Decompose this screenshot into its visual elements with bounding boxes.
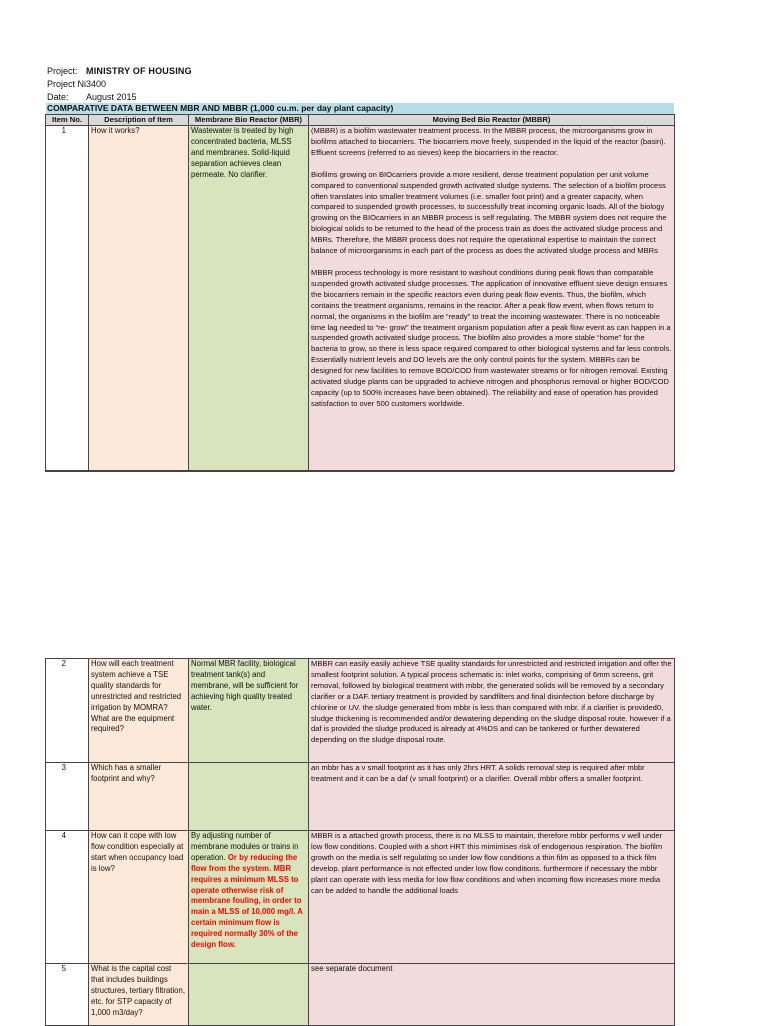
mbr-cell: [189, 831, 309, 964]
col-header-mbbr: Moving Bed Bio Reactor (MBBR): [309, 115, 675, 126]
date-line: [47, 92, 137, 103]
col-header-item-no: Item No.: [46, 115, 89, 126]
item-description: How it works?: [89, 126, 189, 471]
mbr-cell: [189, 964, 309, 1026]
date-label: Date:: [47, 92, 69, 102]
mbr-cell: Normal MBR facility, biological treatment tank(s) and membrane, will be sufficient for achieving high quality treated water.: [189, 659, 309, 763]
mbbr-cell: MBBR can easily easily achieve TSE quality standards for unrestricted and restricted irrigation and offer the smallest footprint solution. A typical process schematic is: inlet works, comprising of 6mm screens, grit removal, followed by biological treatment with mbbr, the generated solids will be removed by a secondary clarifier or a DAF. tertiary treatment is provided by sandfilters and final disinfection before discharge by chlorine or UV. the sludge generated from mbbr is less than compared with mbr. if a clarifier is provided0, sludge thickening is recommended and/or dewatering depending on the sludge disposal route. however if a daf is provided the sludge produced is already at 4%DS and can be tankered or further dewatered depending on the sludge disposal route.: [309, 659, 675, 763]
project-number: Project Ni3400: [47, 79, 107, 89]
item-description: What is the capital cost that includes buildings structures, tertiary filtration, etc. for STP capacity of 1,000 m3/day?: [89, 964, 189, 1026]
date-value: August 2015: [86, 92, 137, 102]
mbr-cell: [189, 763, 309, 831]
col-header-mbr: Membrane Bio Reactor (MBR): [189, 115, 309, 126]
table-row: [46, 659, 675, 763]
mbbr-cell: an mbbr has a v small footprint as it has only 2hrs HRT. A solids removal step is required after mbbr treatment and it can be a daf (v small footprint) or a clarifier. Overall mbbr offers a smaller footprint.: [309, 763, 675, 831]
item-number: 4: [46, 831, 89, 964]
col-header-description: Description of Item: [89, 115, 189, 126]
project-line: [47, 66, 192, 77]
table-title: COMPARATIVE DATA BETWEEN MBR AND MBBR (1,000 cu.m. per day plant capacity): [46, 103, 674, 114]
project-label: Project:: [47, 66, 78, 76]
mbr-cell: Wastewater is treated by high concentrated bacteria, MLSS and membranes. Solid-liquid separation achieves clean permeate. No clarifier.: [189, 126, 309, 471]
section-bottom-rule: [45, 471, 674, 472]
mbbr-cell: MBBR is a attached growth process, there is no MLSS to maintain, therefore mbbr performs v well under low flow conditions. Coupled with a short HRT this mimimises risk of endogenous respiration. The biofilm growth on the media is self regulating so under low flow conditions a thin film as opposed to a thick film develop. plant performance is not effected under low flow conditions. furthermore if necessary the mbbr plant can operate with less media for low flow conditions and when incoming flow increases more media can be added to handle the additional loads: [309, 831, 675, 964]
table-row: [46, 831, 675, 964]
project-value: MINISTRY OF HOUSING: [86, 66, 192, 76]
item-number: 5: [46, 964, 89, 1026]
item-number: 1: [46, 126, 89, 471]
item-number: 3: [46, 763, 89, 831]
mbbr-cell: see separate document: [309, 964, 675, 1026]
mbbr-paragraph: Biofilms growing on BIOcarriers provide a more resilient, dense treatment population per unit volume compared to conventional suspended growth activated sludge systems. The selection of a biofilm process often translates into smaller treatment volumes (i.e. smaller foot print) and a greater capacity, when compared to suspended growth processes, to successfully treat incoming organic loads. All of the biology growing on the BIOcarriers in an MBBR process is self regulating. The MBBR system does not require the biological solids to be returned to the head of the process train as does the activated sludge process and MBRs. Therefore, the MBBR process does not require the operational expertise to maintain the correct balance of microorganisms in each part of the process as does the activated sludge process and MBRs: [311, 169, 667, 256]
mbr-text: By adjusting number of membrane modules or trains in operation.: [191, 831, 299, 862]
comparison-table-part-2: [45, 658, 675, 1026]
mbr-warning-text: Or by reducing the flow from the system. MBR requires a minimum MLSS to operate otherwise risk of membrane fouling, in order to main a MLSS of 10,000 mg/l. A certain minimum flow is required normally 30% of the design flow.: [191, 852, 303, 950]
table-row: [46, 964, 675, 1026]
mbbr-cell: [309, 126, 675, 471]
item-description: How will each treatment system achieve a TSE quality standards for unrestricted and restricted irrigation by MOMRA? What are the equipment required?: [89, 659, 189, 763]
mbbr-paragraph: (MBBR) is a biofilm wastewater treatment process. In the MBBR process, the microorganisms grow in biofilms attached to biocarriers. The biocarriers move freely, suspended in the liquid of the reactor (basin). Effluent screens (referred to as sieves) keep the biocarriers in the reactor.: [311, 126, 666, 157]
item-description: How can it cope with low flow condition especially at start when occupancy load is low?: [89, 831, 189, 964]
table-row: [46, 126, 675, 471]
item-number: 2: [46, 659, 89, 763]
comparison-table-part-1: [45, 114, 675, 471]
header-row: [46, 115, 675, 126]
mbbr-paragraph: MBBR process technology is more resistant to washout conditions during peak flows than comparable suspended growth activated sludge processes. The application of innovative effluent sieve design ensures the biocarriers remain in the specific reactors even during peak flow events. Thus, the biofilm, which contains the treatment organisms, remains in the reactor. After a peak flow event, when flows return to normal, the organisms in the biofilm are “ready” to treat the incoming wastewater. There is no noticeable time lag needed to “re- grow” the treatment organism population after a peak flow event as can happen in a suspended growth activated sludge process. The biofilm also provides a more stable “home” for the bacteria to grow, so there is less space required compared to other biological systems and far less controls. Essentially nutrient levels and DO levels are the only control points for the system. MBBRs can be designed for new facilities to remove BOD/COD from wastewater streams or for nitrogen removal. Existing activated sludge plants can be upgraded to achieve nitrogen and phosphorus removal or higher BOD/COD capacity (up to 500% increases have been obtained). The reliability and ease of operation has provided satisfaction to over 500 customers worldwide.: [311, 267, 672, 408]
item-description: Which has a smaller footprint and why?: [89, 763, 189, 831]
table-row: [46, 763, 675, 831]
